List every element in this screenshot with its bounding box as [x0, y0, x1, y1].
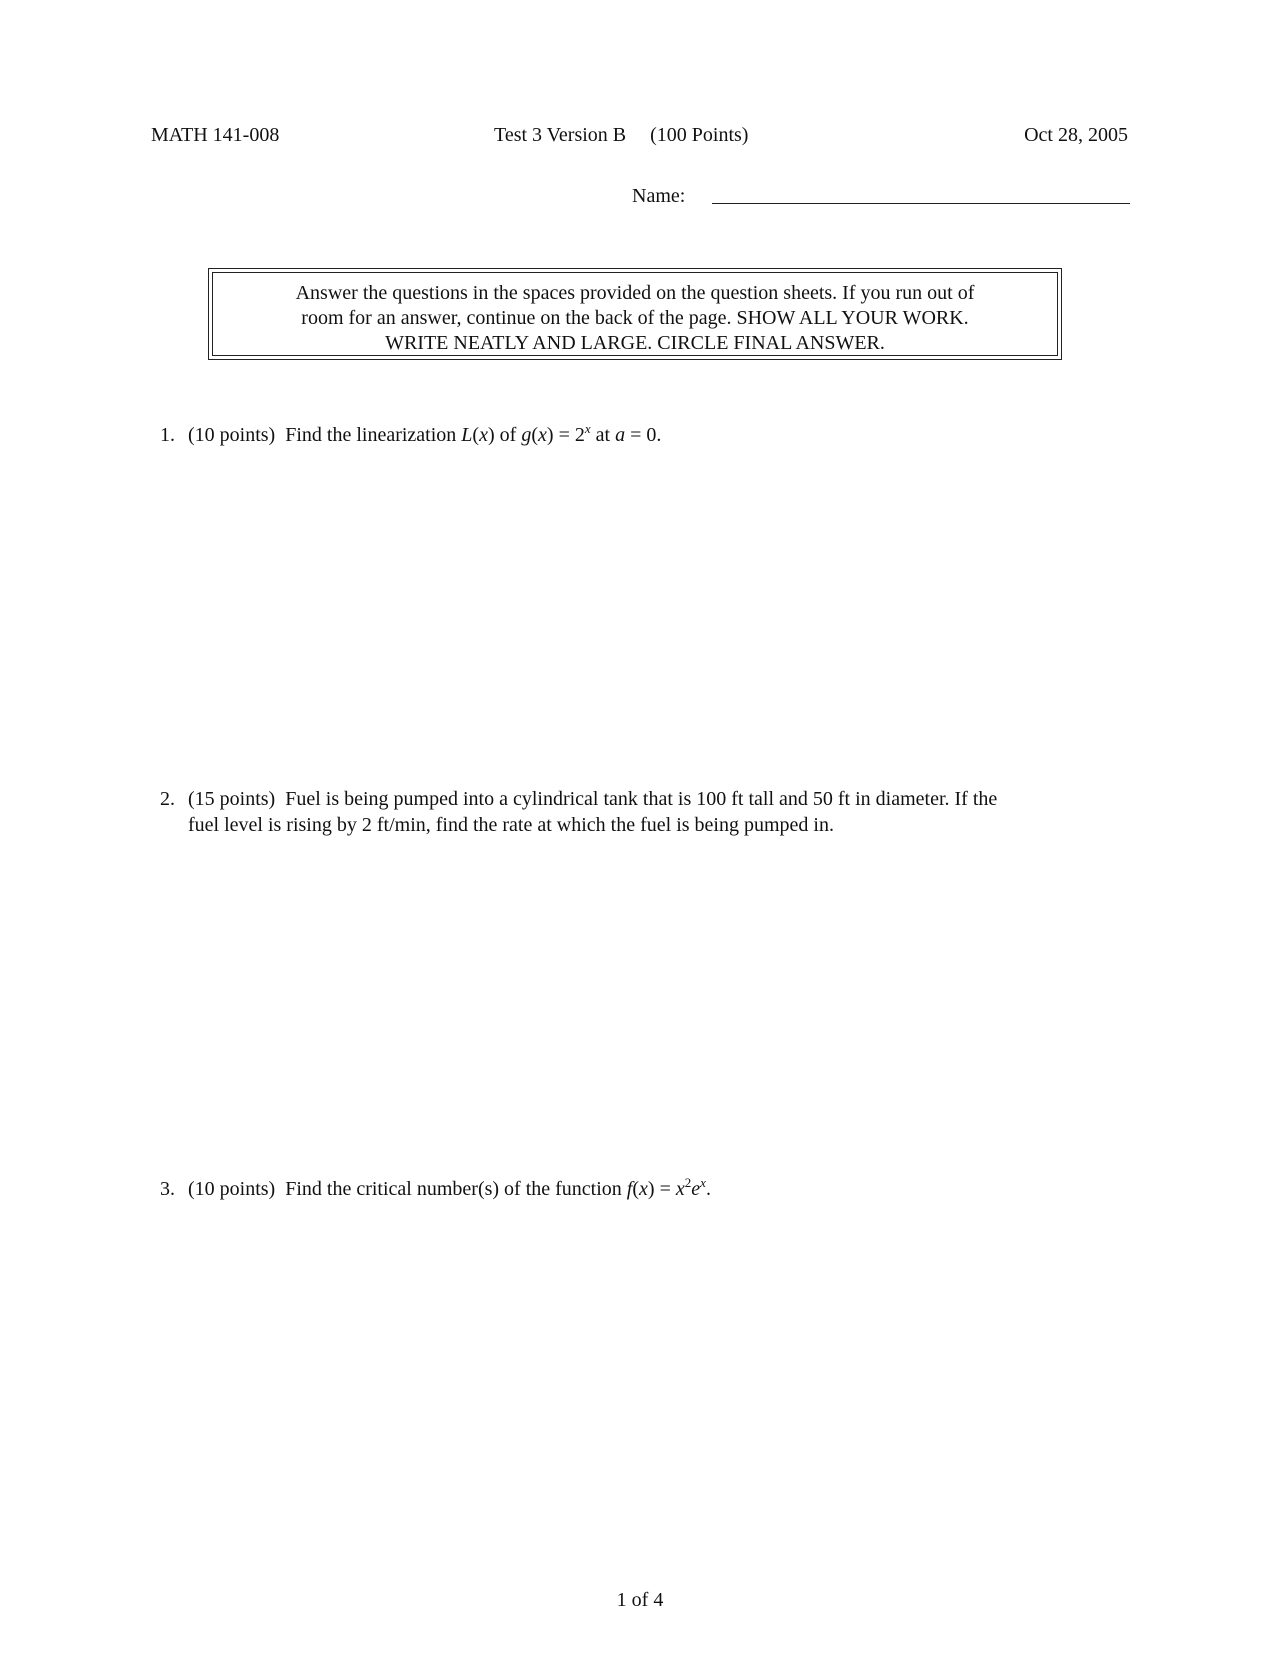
question-text-line-1: Fuel is being pumped into a cylindrical tank that is 100 ft tall and 50 ft in diameter. If the — [285, 788, 998, 810]
instructions-line-2: room for an answer, continue on the back of the page. SHOW ALL YOUR WORK. — [301, 307, 969, 329]
instructions-line-1: Answer the questions in the spaces provided on the question sheets. If you run out of — [295, 282, 975, 304]
question-points: (15 points) — [188, 788, 276, 810]
name-field-line — [712, 203, 1130, 204]
question-text: Find the linearization L(x) of $g(x) = 2^x$ at a = 0. — [285, 421, 662, 446]
test-title — [494, 124, 748, 147]
test-total-points: (100 Points) — [650, 124, 749, 146]
question-points: (10 points) — [188, 1178, 276, 1200]
question-number: 3. — [160, 1178, 175, 1200]
question-3 — [160, 1176, 711, 1202]
question-number: 2. — [160, 788, 175, 810]
question-number: 1. — [160, 424, 175, 446]
name-label: Name: — [632, 185, 686, 207]
test-version: Test 3 Version B — [494, 124, 627, 146]
instructions-inner-frame — [212, 272, 1058, 356]
instructions-box — [208, 268, 1062, 360]
test-date: Oct 28, 2005 — [1024, 124, 1128, 146]
question-points: (10 points) — [188, 424, 276, 446]
question-2 — [160, 786, 997, 838]
question-1 — [160, 422, 661, 448]
page-number: 1 of 4 — [616, 1589, 664, 1611]
instructions-line-3: WRITE NEATLY AND LARGE. CIRCLE FINAL ANSWER. — [385, 332, 885, 354]
question-text-line-2: fuel level is rising by 2 ft/min, find the rate at which the fuel is being pumped in. — [188, 814, 834, 836]
question-text: Find the critical number(s) of the function $f(x) = x^2e^x$. — [285, 1175, 711, 1200]
course-code: MATH 141-008 — [151, 124, 280, 146]
